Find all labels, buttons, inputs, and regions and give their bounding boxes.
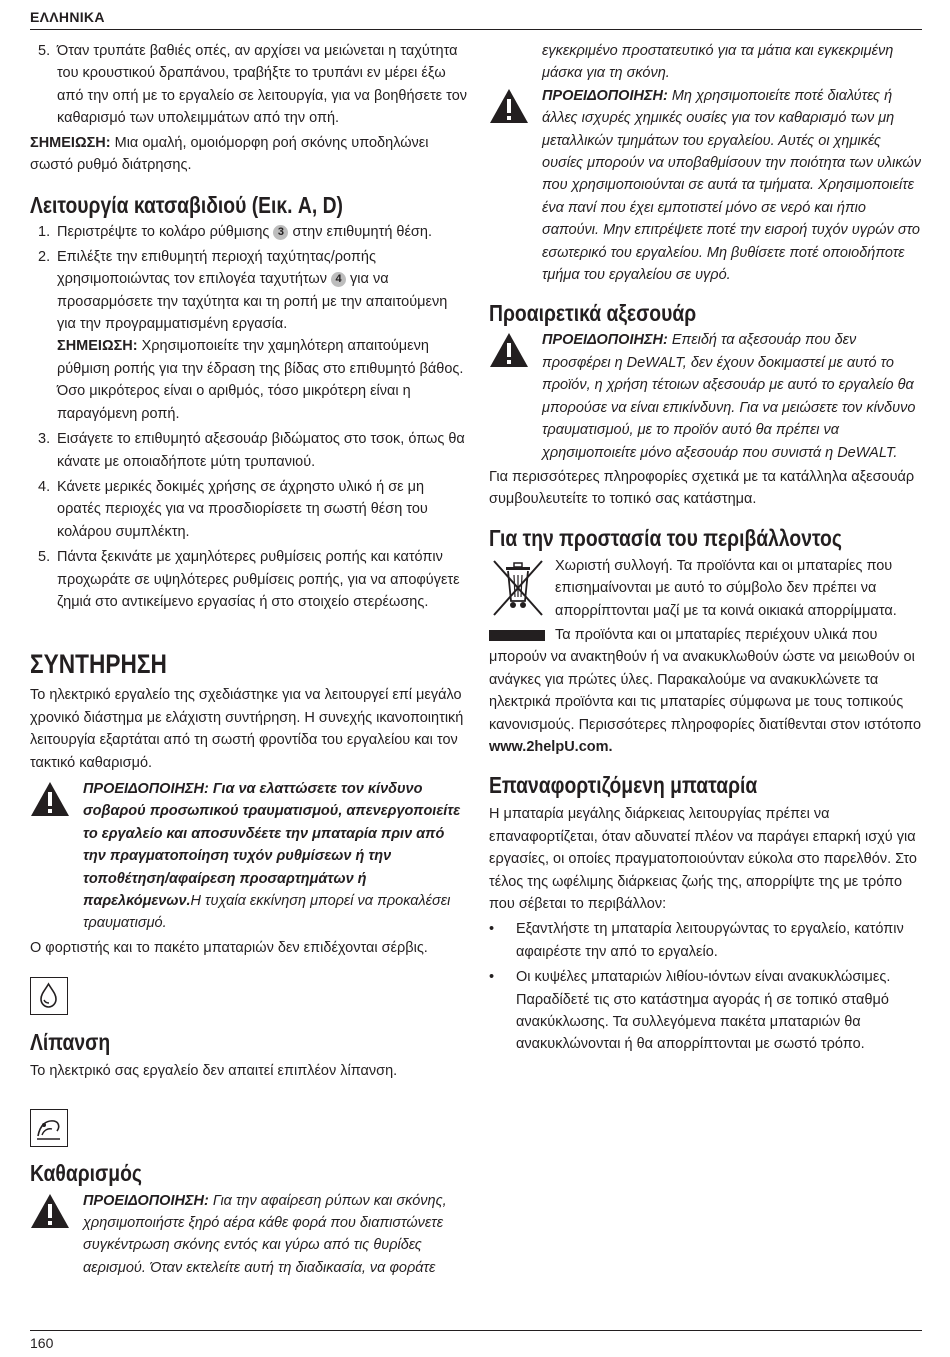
footer-rule: [30, 1330, 922, 1331]
environment-text-2: Τα προϊόντα και οι μπαταρίες περιέχουν υλικά που μπορούν να ανακτηθούν ή να ανακυκλωθούν ώστε να μειωθούν οι ανάγκες για πρώτες ύλες. Παρακαλούμε να ανακυκλώνετε τα ηλεκτρικά προϊόντα και τις μπαταρίες σύμφωνα με τους τοπικούς κανονισμούς. Περισσότερες πληροφορίες διατίθενται στον ιστότοπο www.2helpU.com.: [489, 626, 922, 755]
environment-block: [489, 555, 923, 622]
environment-text-1: Χωριστή συλλογή. Τα προϊόντα και οι μπαταρίες που επισημαίνονται με αυτό το σύμβολο δεν πρέπει να απορρίπτονται μαζί με τα κοινά οικιακά απορρίμματα.: [555, 557, 897, 619]
list-number: 5.: [38, 43, 51, 59]
lubrication-heading: Λίπανση: [30, 1029, 111, 1056]
battery-heading: Επαναφορτιζόμενη μπαταρία: [489, 772, 758, 799]
list-item: [30, 40, 468, 130]
header-rule: [30, 29, 922, 30]
list-item: • Οι κυψέλες μπαταριών λιθίου-ιόντων είναι ανακυκλώσιμες. Παραδίδετέ τις στο κατάστημα αγοράς ή σε τοπικό σταθμό ανακύκλωσης. Τα συλλεγόμενα πακέτα μπαταριών θα ανακυκλώνονται ή θα απορρίπτονται με σωστό τρόπο.: [489, 969, 891, 1053]
callout-badge: 3: [273, 225, 288, 240]
page-number: 160: [30, 1335, 54, 1351]
warning-icon: [30, 1193, 70, 1229]
cleaning-heading: Καθαρισμός: [30, 1159, 142, 1186]
left-column: [30, 38, 468, 1279]
list-item: 1. Περιστρέψτε το κολάρο ρύθμισης 3 στην επιθυμητή θέση.: [38, 224, 432, 241]
list-item: • Εξαντλήστε τη μπαταρία λειτουργώντας το εργαλείο, κατόπιν αφαιρέστε την από το εργαλείο.: [489, 921, 904, 960]
warning-icon: [30, 781, 70, 817]
maintenance-heading: ΣΥΝΤΗΡΗΣΗ: [30, 649, 167, 680]
right-column: [489, 38, 923, 1056]
warning-icon: [489, 88, 529, 124]
callout-badge: 4: [331, 272, 346, 287]
collection-bar-symbol: [489, 630, 545, 641]
battery-text: Η μπαταρία μεγάλης διάρκειας λειτουργίας πρέπει να επαναφορτίζεται, όταν αδυνατεί πλέον να παράγει επαρκή ισχύ για εργασίες, οι οποίες πραγματοποιούνταν εύκολα στο παρελθόν. Στο τέλος της ωφέλιμης διάρκειας ζωής της, απορρίψτε της με τρόπο που σέβεται το περιβάλλον:: [489, 806, 917, 912]
accessories-text: Για περισσότερες πληροφορίες σχετικά με τα κατάλληλα αξεσουάρ συμβουλευτείτε το τοπικό σας κατάστημα.: [489, 468, 915, 508]
service-text: Ο φορτιστής και το πακέτο μπαταριών δεν επιδέχονται σέρβις.: [30, 939, 428, 956]
list-item: 5. Πάντα ξεκινάτε με χαμηλότερες ρυθμίσεις ροπής και κατόπιν προχωράτε σε υψηλότερες ρυθμίσεις ροπής, για να αποφύγετε ζημιά στο αντικείμενο εργασίας ή στο στοιχείο στερέωσης.: [38, 549, 460, 610]
list-text: Όταν τρυπάτε βαθιές οπές, αν αρχίσει να μειώνεται η ταχύτητα του κρουστικού δραπάνου, τραβήξτε το τρυπάνι εν μέρει έξω από την οπή με το εργαλείο σε λειτουργία, για να βοηθήσετε τον καθαρισμό των υπολειμμάτων από την οπή.: [57, 43, 468, 127]
lubrication-text: Το ηλεκτρικό σας εργαλείο δεν απαιτεί επιπλέον λίπανση.: [30, 1063, 398, 1080]
list-item: 2. Επιλέξτε την επιθυμητή περιοχή ταχύτητας/ροπής χρησιμοποιώντας τον επιλογέα ταχυτήτων 4 για να προσαρμόσετε την ταχύτητα και τη ροπή με την απαιτούμενη για την προγραμματισμένη εργασία. ΣΗΜΕΙΩΣΗ: Χρησιμοποιείτε την χαμηλότερη απαιτούμενη ρύθμιση ροπής για την έδραση της βίδας στο επιθυμητό βάθος. Όσο μικρότερος είναι ο αριθμός, τόσο μικρότερη είναι η παραγόμενη ροπή.: [30, 246, 468, 425]
website-link[interactable]: www.2helpU.com.: [489, 738, 613, 755]
step2-note: ΣΗΜΕΙΩΣΗ: Χρησιμοποιείτε την χαμηλότερη απαιτούμενη ρύθμιση ροπής για την έδραση της βίδας στο επιθυμητό βάθος. Όσο μικρότερος είναι ο αριθμός, τόσο μικρότερη είναι η παραγόμενη ροπή.: [57, 338, 464, 422]
warning-icon: [489, 332, 529, 368]
screw-heading: Λειτουργία κατσαβιδιού (Εικ. A, D): [30, 192, 343, 219]
list-item: 4. Κάνετε μερικές δοκιμές χρήσης σε άχρηστο υλικό ή σε μη ορατές περιοχές για να προσδιορίσετε τη σωστή θέση του κολάρου συμπλέκτη.: [38, 478, 428, 540]
list-item: 3. Εισάγετε το επιθυμητό αξεσουάρ βιδώματος στο τσοκ, όπως θα κάνατε με οποιαδήποτε μύτη τρυπανιού.: [38, 431, 465, 470]
accessories-heading: Προαιρετικά αξεσουάρ: [489, 300, 697, 327]
cleaning-continued: εγκεκριμένο προστατευτικό για τα μάτια και εγκεκριμένη μάσκα για τη σκόνη.: [542, 43, 894, 82]
cleaning-warning: ΠΡΟΕΙΔΟΠΟΙΗΣΗ: Για την αφαίρεση ρύπων και σκόνης, χρησιμοποιήστε ξηρό αέρα κάθε φορά που διαπιστώνετε συγκέντρωση σκόνης εντός και γύρω από τις θυρίδες αερισμού. Όταν εκτελείτε αυτή τη διαδικασία, να φοράτε: [30, 1190, 468, 1280]
maintenance-text: Το ηλεκτρικό εργαλείο της σχεδιάστηκε για να λειτουργεί επί μεγάλο χρονικό διάστημα με ελάχιστη συντήρηση. Η συνεχής ικανοποιητική λειτουργία εξαρτάται από τη σωστή φροντίδα του εργαλείου και τον τακτικό καθαρισμό.: [30, 687, 464, 771]
accessories-warning: ΠΡΟΕΙΔΟΠΟΙΗΣΗ: Επειδή τα αξεσουάρ που δεν προσφέρει η DeWALT, δεν έχουν δοκιμαστεί με αυτό το προϊόν, η χρήση τέτοιων αξεσουάρ με αυτό το εργαλείο θα μπορούσε να είναι επικίνδυνη. Για να μειώσετε τον κίνδυνο τραυματισμού, με το προϊόν αυτό θα πρέπει να χρησιμοποιείτε μόνο αξεσουάρ που συνιστά η DeWALT.: [489, 329, 923, 463]
solvent-warning: ΠΡΟΕΙΔΟΠΟΙΗΣΗ: Μη χρησιμοποιείτε ποτέ διαλύτες ή άλλες ισχυρές χημικές ουσίες για τον καθαρισμό των μη μεταλλικών τμημάτων του εργαλείου. Αυτές οι χημικές ουσίες μπορούν να υποβαθμίσουν την ποιότητα των υλικών που χρησιμοποιούνται σε αυτά τα τμήματα. Χρησιμοποιείτε ένα πανί που έχει εμποτιστεί μόνο σε νερό και ήπιο σαπούνι. Μην επιτρέψετε ποτέ την εισροή τυχόν υγρών στο εσωτερικό του εργαλείου. Μη βυθίσετε ποτέ οποιοδήποτε τμήμα του εργαλείου σε υγρό.: [489, 85, 923, 287]
cleaning-icon: [30, 1109, 68, 1147]
maintenance-warning: ΠΡΟΕΙΔΟΠΟΙΗΣΗ: Για να ελαττώσετε τον κίνδυνο σοβαρού προσωπικού τραυματισμού, απενεργοποιείτε το εργαλείο και αποσυνδέετε την μπαταρία πριν από την πραγματοποίηση τυχόν ρυθμίσεων ή την τοποθέτηση/αφαίρεση προσαρτημάτων ή παρελκόμενων.Η τυχαία εκκίνηση μπορεί να προκαλέσει τραυματισμό.: [30, 778, 468, 935]
oil-drop-icon: [30, 977, 68, 1015]
drill-note: ΣΗΜΕΙΩΣΗ: Μια ομαλή, ομοιόμορφη ροή σκόνης υποδηλώνει σωστό ρυθμό διάτρησης.: [30, 134, 429, 174]
header-language: ΕΛΛΗΝΙΚΑ: [30, 9, 105, 25]
environment-heading: Για την προστασία του περιβάλλοντος: [489, 524, 842, 551]
crossed-bin-icon: [489, 557, 547, 619]
